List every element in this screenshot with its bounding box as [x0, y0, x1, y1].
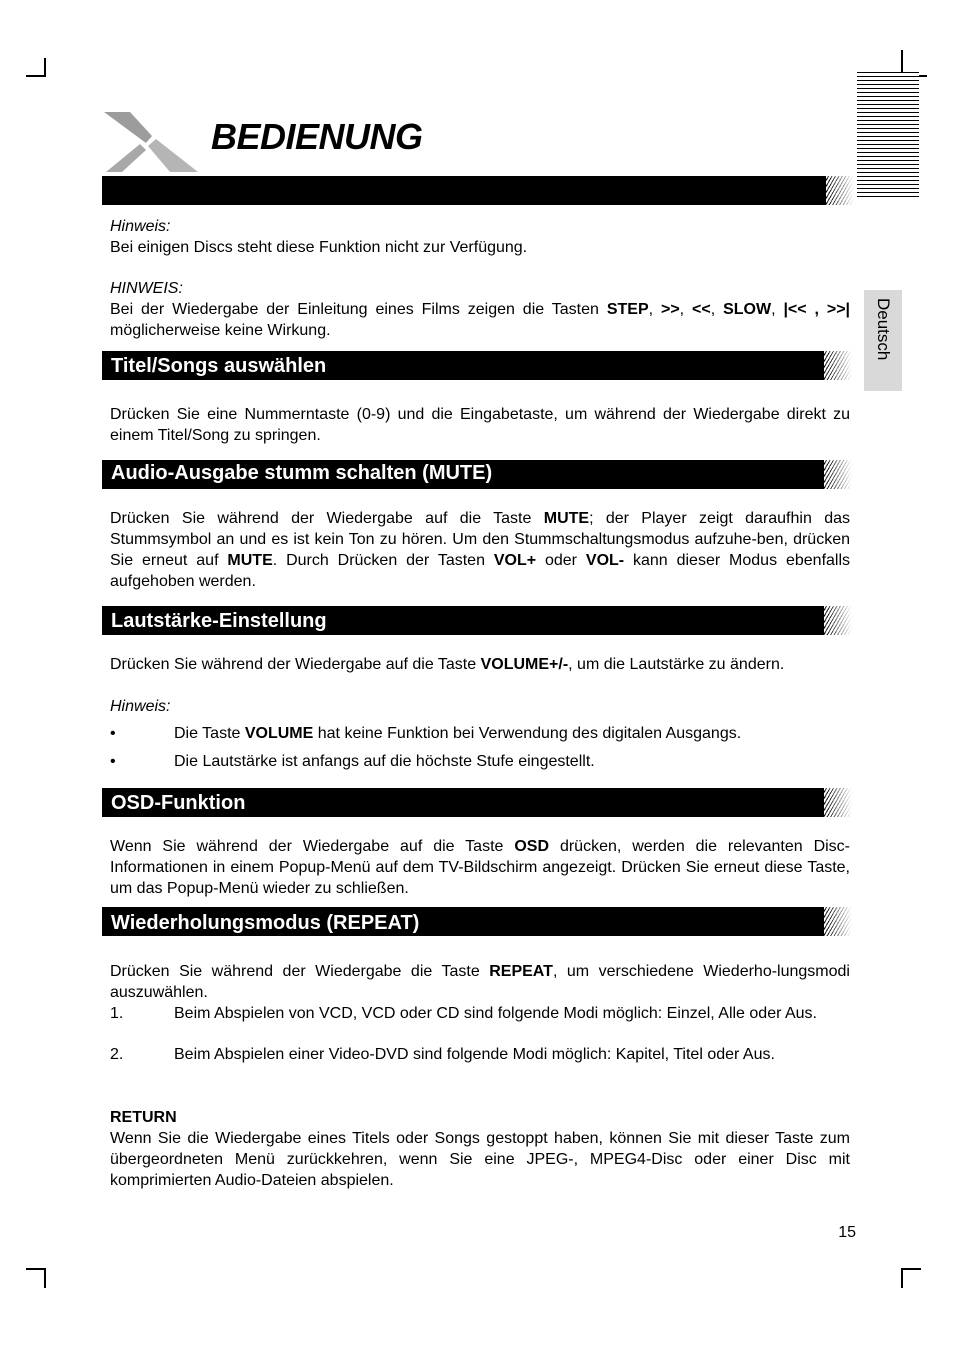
section-title: Titel/Songs auswählen [111, 355, 327, 377]
section-bar-fade [824, 460, 852, 489]
section-text: Drücken Sie eine Nummerntaste (0-9) und die Eingabetaste, um während der Wiedergabe direkt zu einem Titel/Song zu springen. [110, 406, 850, 444]
crop-mark-bottom-left-h [26, 1268, 46, 1270]
page-number: 15 [838, 1224, 856, 1241]
section-heading-bar [102, 351, 824, 380]
note-text-1: Bei einigen Discs steht diese Funktion nicht zur Verfügung. [110, 239, 528, 256]
section-bar-fade [824, 351, 852, 380]
section-bar-fade [824, 788, 852, 817]
section-heading-bar [102, 907, 824, 936]
side-stripes [857, 72, 919, 198]
return-text: Wenn Sie die Wiedergabe eines Titels oder Songs gestoppt haben, können Sie mit dieser Taste zum übergeordneten Menü zurückkehren, wenn Sie eine JPEG-, MPEG4-Disc oder einer Disc mit komprimierten Audio-Dateien abspielen. [110, 1130, 850, 1189]
language-tab-label: Deutsch [874, 298, 893, 361]
note-label: Hinweis: [110, 698, 171, 715]
crop-mark-top-left-h [26, 75, 46, 77]
section-title: Lautstärke-Einstellung [111, 610, 327, 632]
list-number: 2. [110, 1046, 124, 1063]
section-bar-fade [824, 606, 852, 635]
return-heading: RETURN [110, 1109, 177, 1126]
section-bar-fade [824, 907, 852, 936]
section-text: Drücken Sie während der Wiedergabe auf die Taste MUTE; der Player zeigt daraufhin das Stummsymbol an und es ist kein Ton zu hören. Um den Stummschaltungsmodus aufzuhe-ben, drücken Sie erneut auf MUTE. Durch Drücken der Tasten VOL+ oder VOL- kann dieser Modus ebenfalls aufgehoben werden. [110, 510, 851, 590]
language-tab [864, 290, 902, 391]
section-heading-bar [102, 460, 824, 489]
section-text: Drücken Sie während der Wiedergabe auf die Taste VOLUME+/-, um die Lautstärke zu ändern. [110, 656, 785, 673]
list-number: 1. [110, 1005, 124, 1022]
note-label-2: HINWEIS: [110, 280, 183, 297]
header-bar-fade [826, 176, 854, 205]
section-heading-bar [102, 606, 824, 635]
section-heading-bar [102, 788, 824, 817]
section-text: Wenn Sie während der Wiedergabe auf die Taste OSD drücken, werden die relevanten Disc-Informationen in einem Popup-Menü auf dem TV-Bildschirm angezeigt. Drücken Sie erneut diese Taste, um das Popup-Menü wieder zu schließen. [110, 838, 851, 897]
note-text-2: Bei der Wiedergabe der Einleitung eines Films zeigen die Tasten STEP, >>, <<, SLOW, |<< , >>| möglicherweise keine Wirkung. [110, 301, 851, 339]
section-title: Audio-Ausgabe stumm schalten (MUTE) [111, 462, 493, 484]
header-bar [102, 176, 826, 205]
section-text: Drücken Sie während der Wiedergabe die Taste REPEAT, um verschiedene Wiederho-lungsmodi auszuwählen. [110, 963, 850, 1001]
crop-mark-bottom-right-v [901, 1268, 903, 1288]
section-title: OSD-Funktion [111, 792, 246, 814]
page-title: BEDIENUNG [211, 116, 423, 157]
crop-mark-bottom-right-h [901, 1268, 921, 1270]
bullet-marker: • [110, 753, 116, 770]
bullet-marker: • [110, 725, 116, 742]
crop-mark-bottom-left-v [44, 1268, 46, 1288]
brand-x-logo [100, 108, 204, 174]
note-label-1: Hinweis: [110, 218, 171, 235]
section-title: Wiederholungsmodus (REPEAT) [111, 912, 420, 934]
